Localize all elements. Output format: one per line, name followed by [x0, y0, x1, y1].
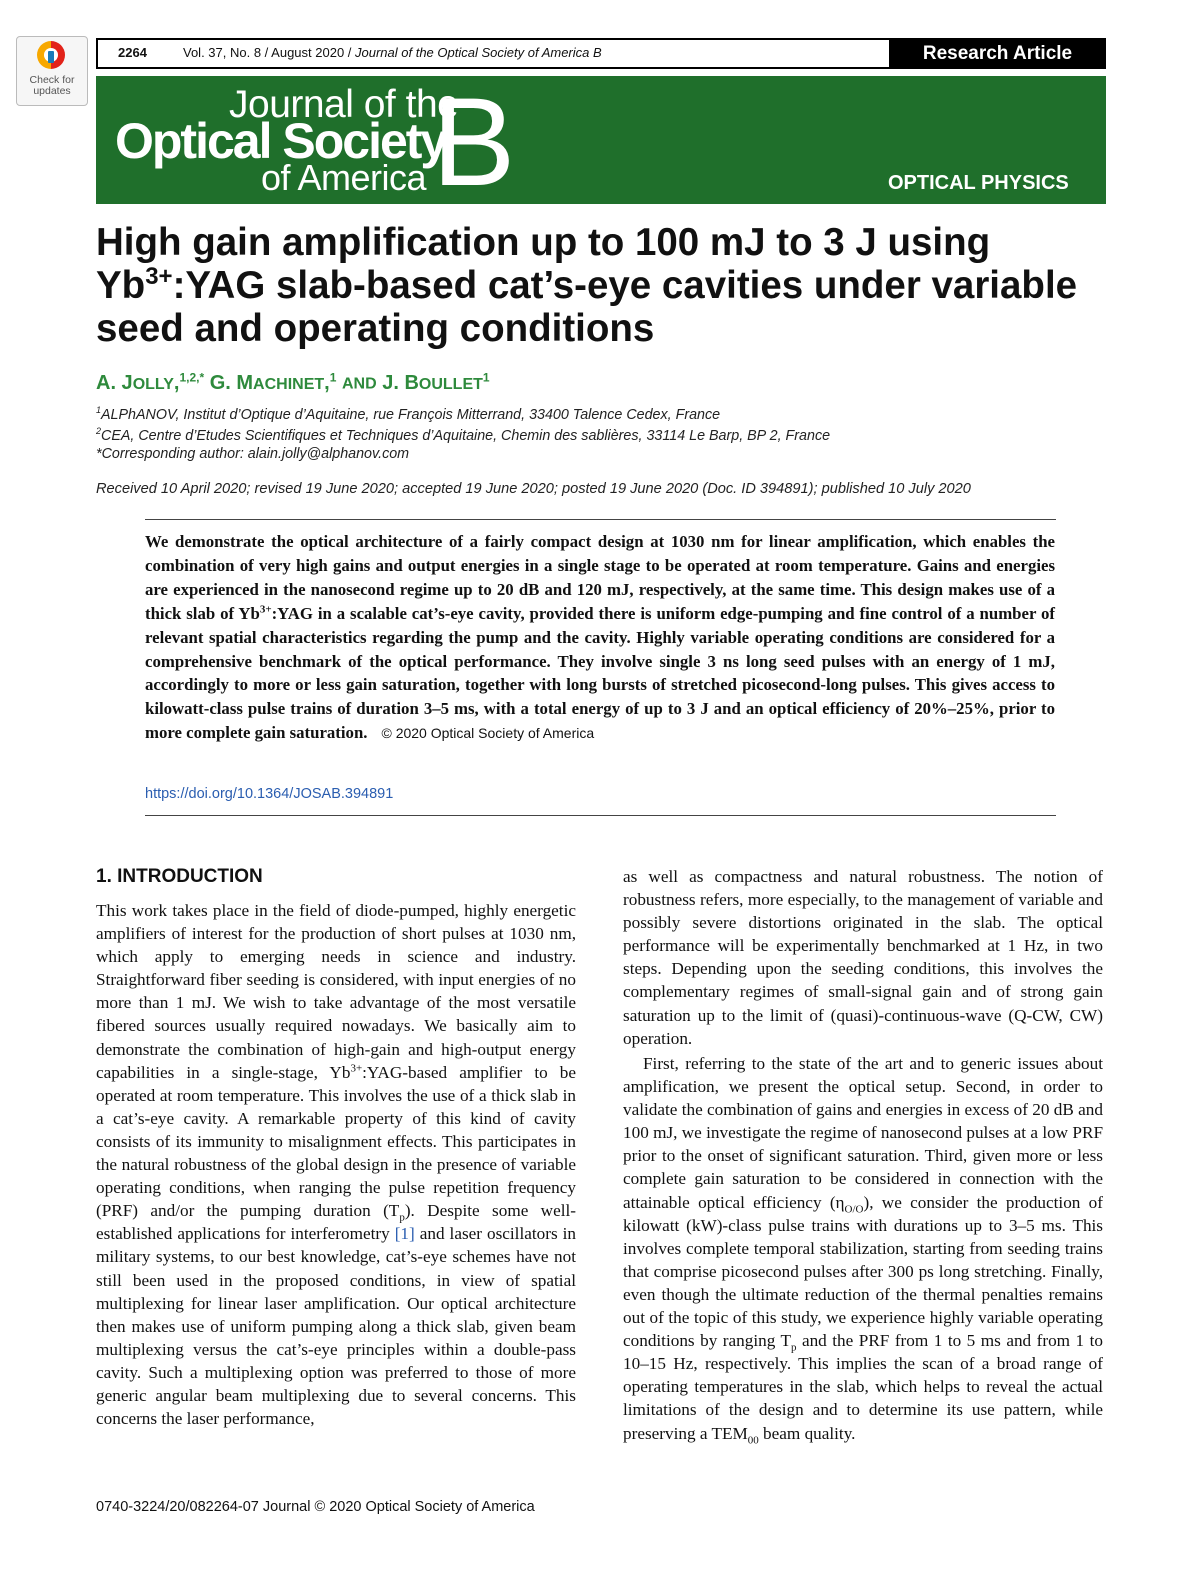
affiliation: $^1$ALPhANOV, Institut d’Optique d’Aquitaine, rue François Mitterrand, 33400 Talence Cedex, France — [96, 405, 721, 423]
publication-history: Received 10 April 2020; revised 19 June 2020; accepted 19 June 2020; posted 19 June 2020 (Doc. ID 394891); published 10 July 2020 — [96, 481, 971, 497]
volume-info: Vol. 37, No. 8 / August 2020 / — [183, 45, 356, 60]
doi-link[interactable]: https://doi.org/10.1364/JOSAB.394891 — [145, 786, 394, 802]
crossmark-icon — [37, 41, 65, 69]
banner-journal-letter: B — [432, 73, 516, 212]
running-head — [183, 45, 602, 60]
author-list: A. JOLLY,$^{1,2,*}$ G. MACHINET,$^1$ AND J. BOULLET$^1$ — [96, 370, 490, 394]
check-for-updates-badge[interactable] — [16, 36, 88, 106]
article-type-badge: Research Article — [889, 38, 1106, 69]
banner-section-label: OPTICAL PHYSICS — [888, 172, 1069, 194]
article-title: High gain amplification up to 100 mJ to 3 J using $Yb^{3+}:YAG$ slab-based cat’s-eye cavities under variable seed and operating conditions — [96, 221, 1078, 350]
intro-paragraph: First, referring to the state of the art and to generic issues about amplification, we present the optical setup. Second, in order to validate the combination of gains and energies in excess of 20 dB and 100 mJ, we investigate the regime of nanosecond pulses at a low PRF prior to the onset of significant saturation. Third, given more or less complete gain saturation to be considered in connection with the attainable optical efficiency $(\eta_{O/O})$, we consider the production of kilowatt (kW)-class pulse trains with durations up to 3–5 ms. This involves complete temporal stabilization, starting from seeding trains that comprise picosecond pulses after 300 ps long stretching. Finally, even though the ultimate reduction of the thermal penalties remains out of the topic of this study, we experience highly variable operating conditions by ranging $T_p$ and the PRF from 1 to 5 ms and from 1 to 10–15 Hz, respectively. This implies the scan of a broad range of operating temperatures in the slab, which helps to reveal the actual limitations of the design and to determine its use pattern, while preserving a $TEM_{00}$ beam quality. — [623, 1054, 1103, 1446]
copyright-notice: © 2020 Optical Society of America — [381, 725, 595, 742]
author-name: J. BOULLET$^1$ — [382, 370, 490, 394]
author-name: G. MACHINET,$^1$ — [209, 370, 337, 394]
affiliation: $^2$CEA, Centre d’Etudes Scientifiques et Techniques d’Aquitaine, Chemin des sablières, 33114 Le Barp, BP 2, France — [96, 426, 831, 444]
page-number: 2264 — [118, 45, 147, 60]
section-heading: 1. INTRODUCTION — [96, 866, 263, 887]
abstract-top-divider — [145, 519, 1056, 520]
abstract: We demonstrate the optical architecture of a fairly compact design at 1030 nm for linear amplification, which enables the combination of very high gains and output energies in a single stage to be operated at room temperature. Gains and energies are experienced in the nanosecond regime up to 20 dB and 120 mJ, respectively, at the same time. This design makes use of a thick slab of $Yb^{3+}:YAG$ in a scalable cat’s-eye cavity, provided there is uniform edge-pumping and fine control of a number of relevant spatial characteristics regarding the pump and the cavity. Highly variable operating conditions are considered for a comprehensive benchmark of the optical performance. They involve single 3 ns long seed pulses with an energy of 1 mJ, accordingly to more or less gain saturation, together with long bursts of stretched picosecond-long pulses. This gives access to kilowatt-class pulse trains of duration 3–5 ms, with a total energy of up to 3 J and an optical efficiency of 20%–25%, prior to more complete gain saturation. © 2020 Optical Society of America — [145, 532, 1055, 743]
abstract-bottom-divider — [145, 815, 1056, 816]
page-footer: 0740-3224/20/082264-07 Journal © 2020 Optical Society of America — [96, 1499, 535, 1515]
banner-title-line1: Journal of the — [229, 83, 459, 126]
reference-link[interactable]: [1] — [394, 1224, 415, 1244]
crossmark-label: Check for updates — [29, 74, 75, 97]
banner-title-line3: of America — [261, 157, 427, 198]
author-name: A. JOLLY,$^{1,2,*}$ — [96, 370, 205, 394]
journal-name: Journal of the Optical Society of America B — [355, 45, 602, 60]
corresponding-author: *Corresponding author: alain.jolly@alphanov.com — [96, 446, 410, 462]
intro-paragraph: as well as compactness and natural robustness. The notion of robustness refers, more especially, to the management of variable and possibly severe distortions originated in the slab. The optical performance will be experimentally benchmarked at 1 Hz, in two steps. Depending upon the seeding conditions, this involves the complementary regimes of small-signal gain and of strong gain saturation up to the limit of (quasi)-continuous-wave (Q-CW, CW) operation. — [623, 867, 1103, 1048]
banner-title-line2: Optical Society — [115, 113, 447, 169]
intro-paragraph: This work takes place in the field of diode-pumped, highly energetic amplifiers of interest for the production of short pulses at 1030 nm, which apply to emerging needs in science and industry. Straightforward fiber seeding is considered, with input energies of no more than 1 mJ. We wish to take advantage of the most versatile fibered sources usually required nowadays. We basically aim to demonstrate the combination of high-gain and high-output energy capabilities in a single-stage, $Yb^{3+}:YAG$-based amplifier to be operated at room temperature. This involves the use of a thick slab in a cat’s-eye cavity. A remarkable property of this kind of cavity consists of its immunity to misalignment effects. This participates in the natural robustness of the global design in the presence of variable operating conditions, when ranging the pulse repetition frequency (PRF) and/or the pumping duration $(T_p)$. Despite some well-established applications for interferometry [1] and laser oscillators in military systems, to our best knowledge, cat’s-eye schemes have not still been used in the proposed conditions, in view of spatial multiplexing for linear laser amplification. Our optical architecture then makes use of uniform pumping along a thick slab, given beam multiplexing versus the cat’s-eye principles within a double-pass cavity. Such a multiplexing option was preferred to those of more generic angular beam multiplexing due to several concerns. This concerns the laser performance, — [96, 901, 577, 1429]
